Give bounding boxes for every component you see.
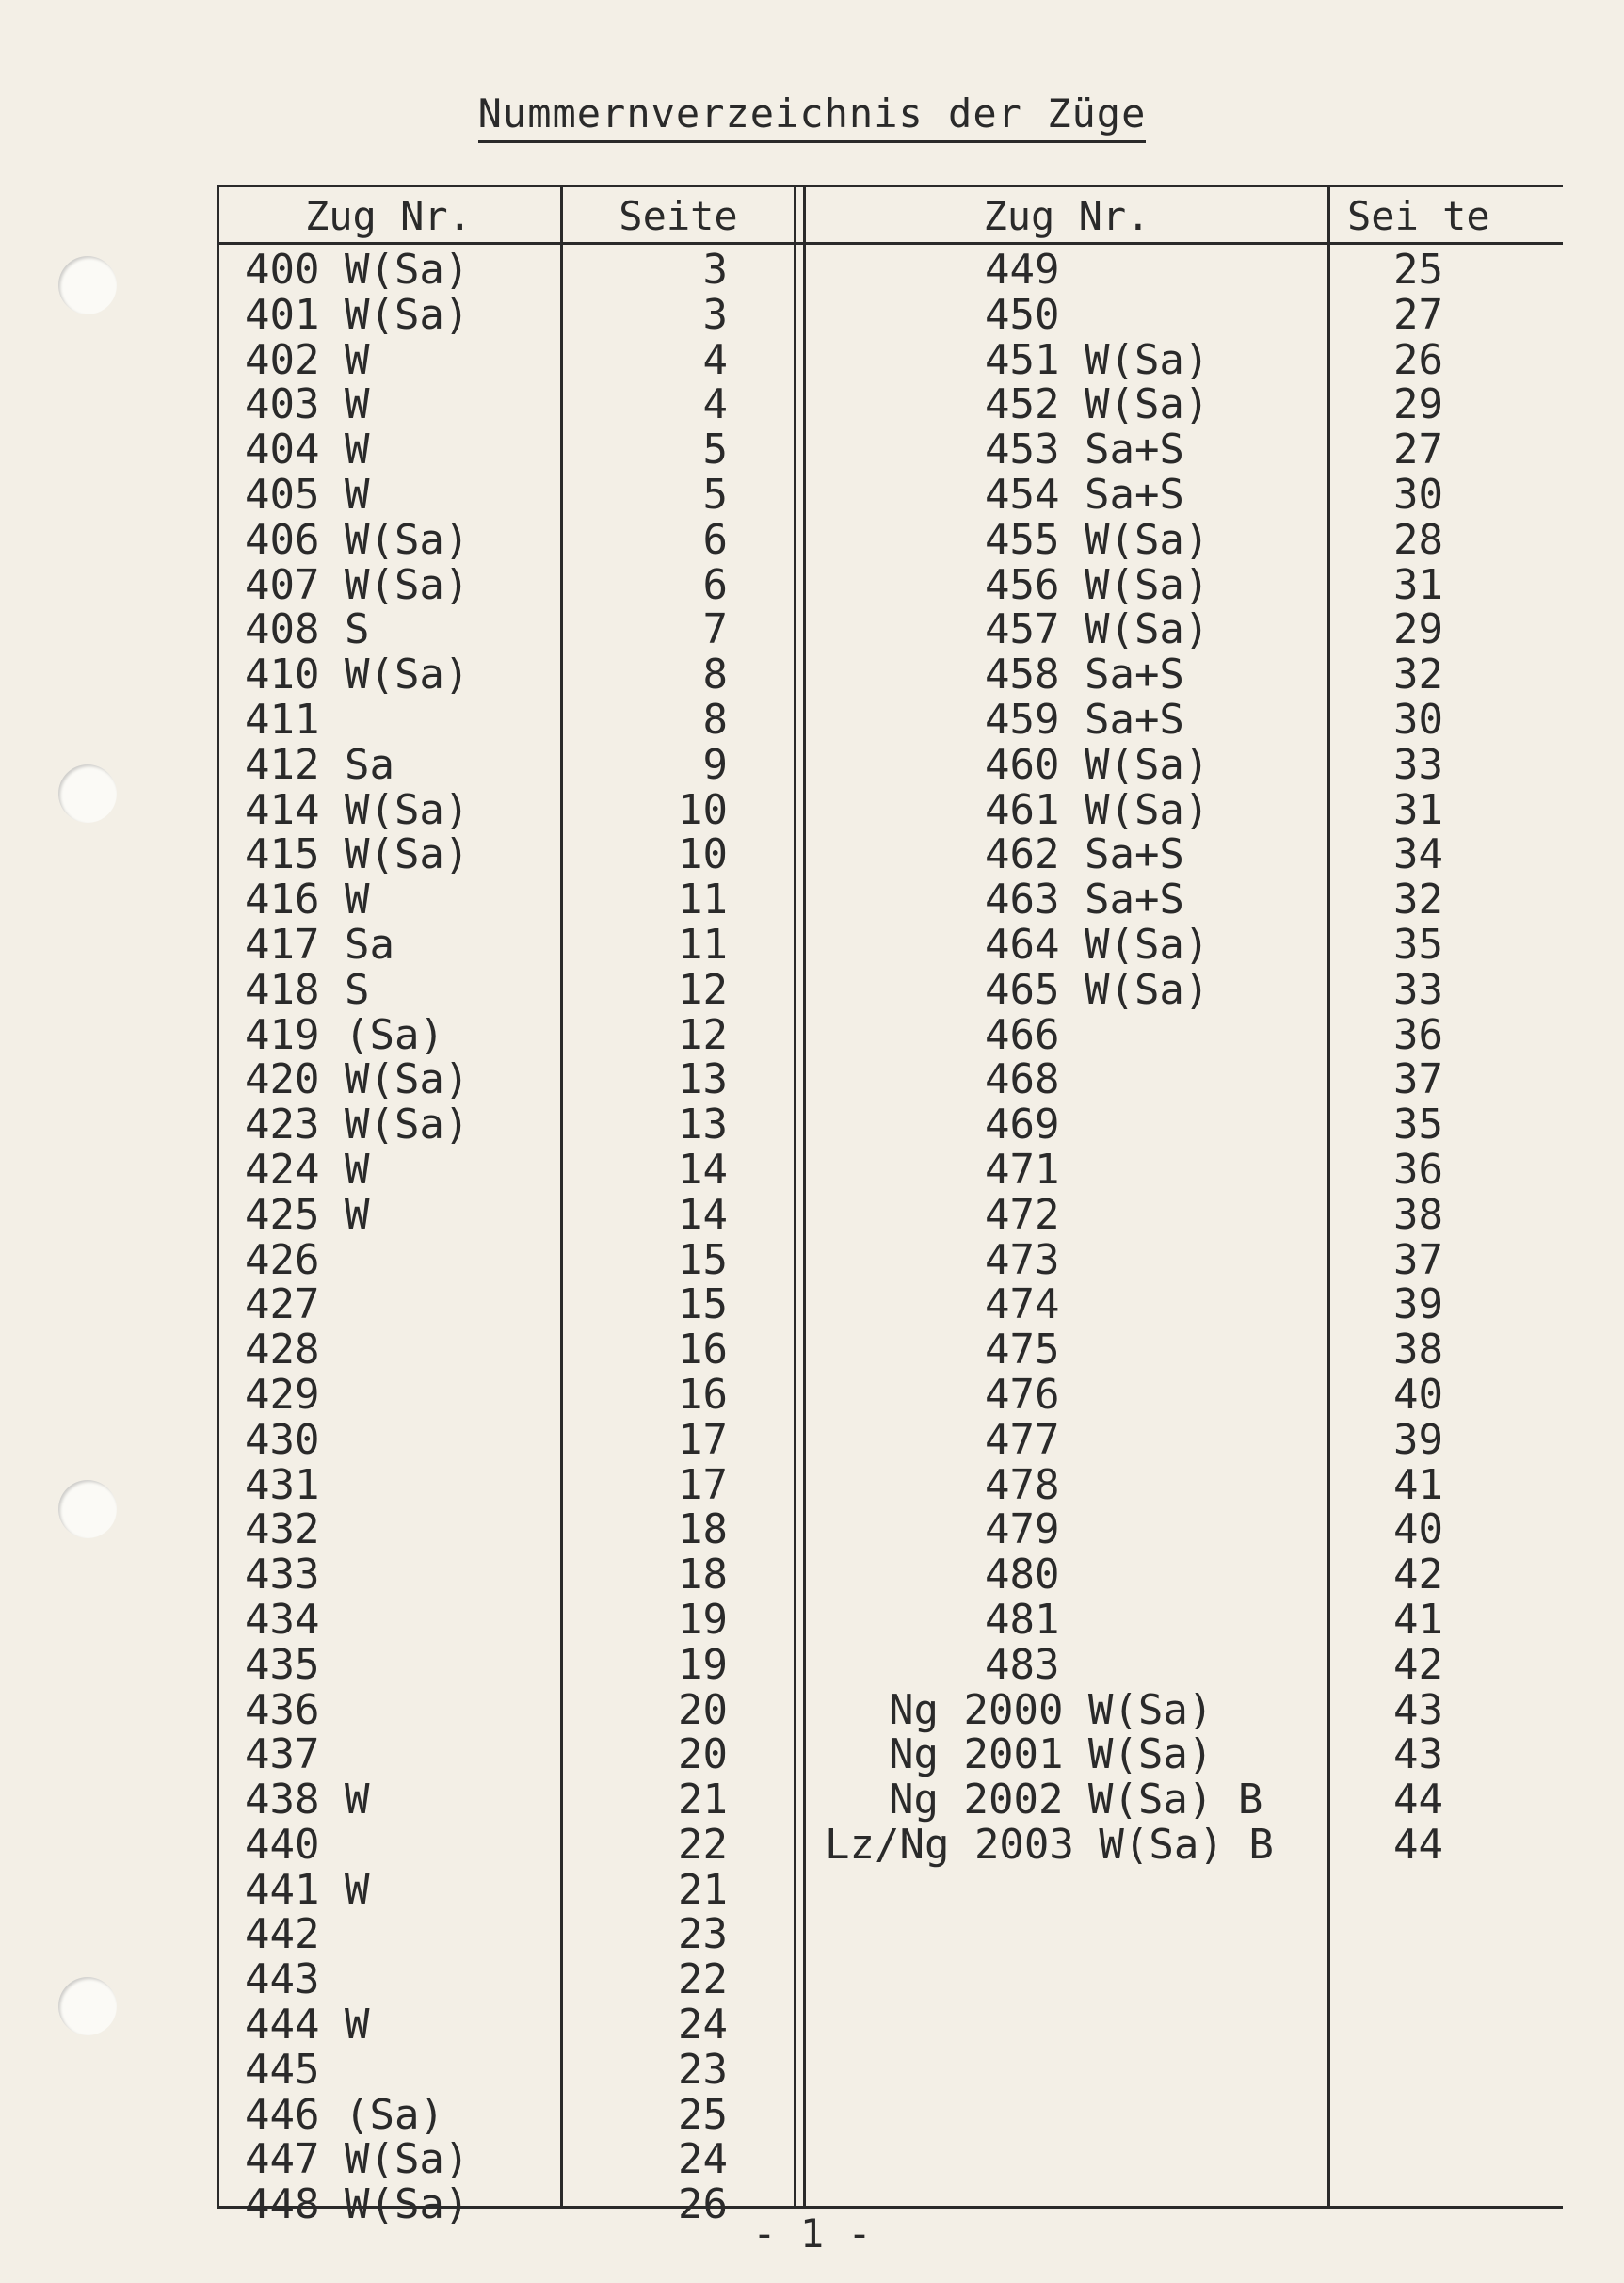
table-cell-zug: 441 W	[245, 1865, 370, 1914]
table-cell-zug: 451 W(Sa)	[985, 335, 1210, 384]
table-cell-seite: 29	[1393, 380, 1443, 429]
table-cell-seite: 25	[1393, 246, 1443, 294]
header-seite-right: Sei te	[1347, 193, 1490, 239]
table-cell-seite: 23	[678, 1910, 728, 1959]
header-zug-left: Zug Nr.	[304, 193, 472, 239]
table-cell-zug: 446 (Sa)	[245, 2090, 444, 2139]
table-cell-zug: 447 W(Sa)	[245, 2135, 470, 2184]
table-cell-seite: 30	[1393, 470, 1443, 519]
table-cell-zug: 408 S	[245, 605, 370, 654]
table-cell-seite: 20	[678, 1685, 728, 1734]
table-cell-zug: 453 Sa+S	[985, 426, 1184, 474]
table-cell-zug: 440	[245, 1820, 320, 1869]
table-cell-seite: 37	[1393, 1055, 1443, 1104]
table-cell-seite: 9	[702, 740, 728, 789]
table-cell-zug: 455 W(Sa)	[985, 515, 1210, 564]
table-cell-seite: 27	[1393, 426, 1443, 474]
table-cell-seite: 14	[678, 1190, 728, 1239]
table-cell-seite: 15	[678, 1280, 728, 1329]
table-cell-seite: 12	[678, 965, 728, 1014]
table-cell-zug: 445	[245, 2045, 320, 2094]
table-cell-zug: 436	[245, 1685, 320, 1734]
table-cell-seite: 18	[678, 1551, 728, 1600]
table-cell-seite: 31	[1393, 785, 1443, 834]
table-cell-seite: 21	[678, 1865, 728, 1914]
table-cell-zug: 428	[245, 1326, 320, 1375]
table-cell-zug: 459 Sa+S	[985, 695, 1184, 744]
table-cell-zug: 403 W	[245, 380, 370, 429]
table-cell-seite: 24	[678, 2135, 728, 2184]
table-cell-seite: 43	[1393, 1730, 1443, 1779]
table-cell-seite: 42	[1393, 1640, 1443, 1689]
table-cell-zug: 402 W	[245, 335, 370, 384]
table-cell-zug: 456 W(Sa)	[985, 560, 1210, 609]
table-cell-zug: 419 (Sa)	[245, 1010, 444, 1059]
table-cell-seite: 3	[702, 290, 728, 339]
page-number: - 1 -	[752, 2211, 872, 2257]
table-cell-zug: 481	[985, 1595, 1060, 1644]
table-cell-seite: 34	[1393, 830, 1443, 879]
table-cell-zug: 414 W(Sa)	[245, 785, 470, 834]
table-cell-zug: 437	[245, 1730, 320, 1779]
table-cell-seite: 18	[678, 1505, 728, 1554]
table-cell-zug: 480	[985, 1551, 1060, 1600]
table-cell-zug: 475	[985, 1326, 1060, 1375]
table-cell-zug: Ng 2000 W(Sa)	[889, 1685, 1214, 1734]
punch-hole	[58, 764, 117, 823]
table-cell-zug: 463 Sa+S	[985, 876, 1184, 924]
table-cell-seite: 41	[1393, 1595, 1443, 1644]
table-cell-seite: 15	[678, 1235, 728, 1284]
table-cell-seite: 17	[678, 1460, 728, 1509]
table-cell-zug: 434	[245, 1595, 320, 1644]
table-cell-seite: 39	[1393, 1280, 1443, 1329]
table-cell-zug: 473	[985, 1235, 1060, 1284]
table-cell-seite: 19	[678, 1640, 728, 1689]
table-cell-seite: 19	[678, 1595, 728, 1644]
table-cell-seite: 36	[1393, 1010, 1443, 1059]
header-seite-left: Seite	[619, 193, 738, 239]
table-cell-zug: 478	[985, 1460, 1060, 1509]
table-cell-zug: 401 W(Sa)	[245, 290, 470, 339]
table-cell-zug: 405 W	[245, 470, 370, 519]
right-zug-column	[806, 248, 1327, 1868]
table-cell-zug: 431	[245, 1460, 320, 1509]
table-cell-zug: 430	[245, 1415, 320, 1464]
table-cell-seite: 3	[702, 246, 728, 294]
table-cell-zug: 420 W(Sa)	[245, 1055, 470, 1104]
table-cell-seite: 29	[1393, 605, 1443, 654]
table-cell-zug: 471	[985, 1145, 1060, 1194]
table-cell-seite: 36	[1393, 1145, 1443, 1194]
table-cell-seite: 12	[678, 1010, 728, 1059]
table-border-left	[217, 187, 219, 2206]
header-rule	[217, 242, 1563, 245]
table-cell-zug: 454 Sa+S	[985, 470, 1184, 519]
table-cell-zug: 438 W	[245, 1776, 370, 1825]
table-cell-zug: Ng 2002 W(Sa) B	[889, 1776, 1263, 1825]
page-title	[0, 90, 1624, 137]
table-cell-seite: 31	[1393, 560, 1443, 609]
table-cell-seite: 38	[1393, 1326, 1443, 1375]
column-divider	[1327, 187, 1330, 2206]
table-cell-zug: 416 W	[245, 876, 370, 924]
table-cell-seite: 17	[678, 1415, 728, 1464]
table-cell-seite: 24	[678, 2001, 728, 2050]
punch-hole	[58, 1977, 117, 2035]
table-cell-seite: 6	[702, 560, 728, 609]
table-cell-zug: 442	[245, 1910, 320, 1959]
table-cell-seite: 28	[1393, 515, 1443, 564]
table-cell-zug: Lz/Ng 2003 W(Sa) B	[825, 1820, 1274, 1869]
table-cell-seite: 10	[678, 830, 728, 879]
table-cell-zug: 443	[245, 1955, 320, 2004]
table-cell-seite: 14	[678, 1145, 728, 1194]
table-cell-zug: 474	[985, 1280, 1060, 1329]
table-cell-zug: 461 W(Sa)	[985, 785, 1210, 834]
table-cell-seite: 11	[678, 876, 728, 924]
table-cell-zug: 404 W	[245, 426, 370, 474]
table-cell-seite: 33	[1393, 965, 1443, 1014]
table-cell-zug: 435	[245, 1640, 320, 1689]
table-cell-seite: 16	[678, 1370, 728, 1419]
punch-hole	[58, 256, 117, 314]
table-cell-seite: 22	[678, 1820, 728, 1869]
table-cell-zug: 425 W	[245, 1190, 370, 1239]
table-cell-seite: 11	[678, 920, 728, 969]
table-cell-zug: 465 W(Sa)	[985, 965, 1210, 1014]
table-cell-seite: 26	[678, 2180, 728, 2229]
table-cell-seite: 30	[1393, 695, 1443, 744]
table-cell-seite: 22	[678, 1955, 728, 2004]
table-cell-zug: 477	[985, 1415, 1060, 1464]
table-cell-seite: 5	[702, 426, 728, 474]
table-cell-zug: 458 Sa+S	[985, 651, 1184, 699]
table-cell-seite: 33	[1393, 740, 1443, 789]
table-cell-seite: 13	[678, 1055, 728, 1104]
table-cell-zug: 448 W(Sa)	[245, 2180, 470, 2229]
table-cell-zug: 466	[985, 1010, 1060, 1059]
table-cell-zug: 472	[985, 1190, 1060, 1239]
table-cell-seite: 35	[1393, 920, 1443, 969]
table-cell-zug: 483	[985, 1640, 1060, 1689]
table-cell-seite: 8	[702, 695, 728, 744]
table-cell-seite: 35	[1393, 1101, 1443, 1150]
table-cell-seite: 32	[1393, 876, 1443, 924]
table-cell-seite: 40	[1393, 1505, 1443, 1554]
table-cell-zug: 429	[245, 1370, 320, 1419]
table-cell-seite: 44	[1393, 1820, 1443, 1869]
table-cell-zug: 418 S	[245, 965, 370, 1014]
table-cell-zug: 479	[985, 1505, 1060, 1554]
table-cell-zug: 464 W(Sa)	[985, 920, 1210, 969]
table-cell-zug: 452 W(Sa)	[985, 380, 1210, 429]
table-cell-seite: 5	[702, 470, 728, 519]
center-divider	[794, 187, 796, 2206]
table-cell-zug: 433	[245, 1551, 320, 1600]
table-cell-seite: 7	[702, 605, 728, 654]
table-cell-zug: Ng 2001 W(Sa)	[889, 1730, 1214, 1779]
punch-hole	[58, 1480, 117, 1538]
table-cell-zug: 410 W(Sa)	[245, 651, 470, 699]
table-cell-zug: 406 W(Sa)	[245, 515, 470, 564]
table-cell-seite: 13	[678, 1101, 728, 1150]
table-cell-zug: 450	[985, 290, 1060, 339]
table-cell-seite: 38	[1393, 1190, 1443, 1239]
right-seite-column	[1393, 248, 1506, 1868]
table-cell-zug: 476	[985, 1370, 1060, 1419]
table-cell-seite: 37	[1393, 1235, 1443, 1284]
table-cell-seite: 25	[678, 2090, 728, 2139]
table-cell-seite: 41	[1393, 1460, 1443, 1509]
table-cell-seite: 16	[678, 1326, 728, 1375]
table-cell-zug: 432	[245, 1505, 320, 1554]
table-cell-seite: 32	[1393, 651, 1443, 699]
train-index-table	[217, 185, 1563, 2229]
page-title-text: Nummernverzeichnis der Züge	[478, 90, 1147, 143]
table-cell-seite: 4	[702, 380, 728, 429]
table-cell-zug: 426	[245, 1235, 320, 1284]
table-cell-seite: 4	[702, 335, 728, 384]
table-cell-zug: 423 W(Sa)	[245, 1101, 470, 1150]
table-cell-seite: 44	[1393, 1776, 1443, 1825]
left-seite-column	[563, 248, 728, 2227]
table-cell-seite: 20	[678, 1730, 728, 1779]
table-cell-zug: 407 W(Sa)	[245, 560, 470, 609]
table-cell-seite: 27	[1393, 290, 1443, 339]
table-cell-seite: 23	[678, 2045, 728, 2094]
table-cell-zug: 469	[985, 1101, 1060, 1150]
table-cell-zug: 412 Sa	[245, 740, 394, 789]
table-cell-seite: 21	[678, 1776, 728, 1825]
table-cell-zug: 444 W	[245, 2001, 370, 2050]
table-cell-zug: 462 Sa+S	[985, 830, 1184, 879]
table-cell-zug: 417 Sa	[245, 920, 394, 969]
table-cell-zug: 415 W(Sa)	[245, 830, 470, 879]
table-cell-seite: 40	[1393, 1370, 1443, 1419]
table-cell-seite: 8	[702, 651, 728, 699]
table-cell-seite: 6	[702, 515, 728, 564]
table-cell-zug: 400 W(Sa)	[245, 246, 470, 294]
table-cell-zug: 427	[245, 1280, 320, 1329]
table-cell-seite: 43	[1393, 1685, 1443, 1734]
table-cell-zug: 457 W(Sa)	[985, 605, 1210, 654]
table-cell-seite: 39	[1393, 1415, 1443, 1464]
table-cell-zug: 460 W(Sa)	[985, 740, 1210, 789]
table-cell-seite: 42	[1393, 1551, 1443, 1600]
table-cell-seite: 10	[678, 785, 728, 834]
table-cell-zug: 468	[985, 1055, 1060, 1104]
header-zug-right: Zug Nr.	[983, 193, 1150, 239]
table-cell-zug: 411	[245, 695, 320, 744]
table-cell-zug: 449	[985, 246, 1060, 294]
left-zug-column	[245, 248, 555, 2227]
table-cell-seite: 26	[1393, 335, 1443, 384]
table-cell-zug: 424 W	[245, 1145, 370, 1194]
